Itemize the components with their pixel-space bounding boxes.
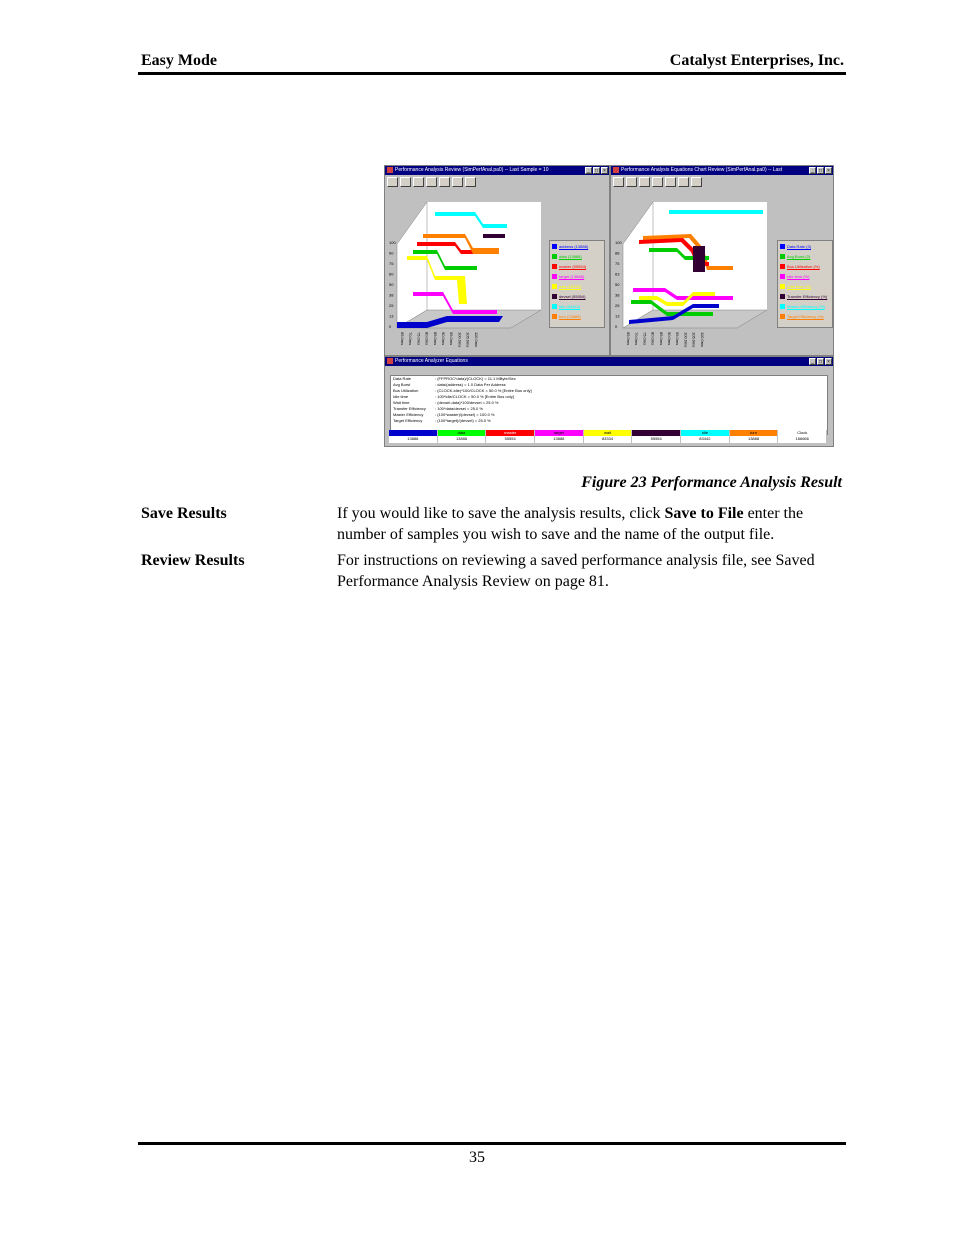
x-tick-label: 110.0ms: [473, 332, 479, 348]
equations-chart-title: Performance Analysis Equations Chart Review (SimPerfAnal.pa0) -- Last: [621, 167, 783, 173]
x-tick-label: 80.0ms: [650, 332, 656, 346]
counter-values-row: [389, 436, 827, 443]
x-tick-label: 65.0ms: [626, 332, 631, 346]
pie-chart-icon[interactable]: [426, 177, 437, 187]
y-tick-label: 100: [389, 240, 396, 245]
y-tick-label: 63: [615, 271, 620, 277]
counter-value-cell: 166666: [778, 436, 827, 443]
x-tick-label: 105.0ms: [691, 332, 697, 348]
equations-window-title: Performance Analyzer Equations: [395, 358, 468, 364]
window-icon: [387, 167, 393, 173]
line-chart-icon[interactable]: [639, 177, 650, 187]
equations-chart-window: [610, 165, 834, 356]
pie-chart-icon[interactable]: [652, 177, 663, 187]
legend-item: [778, 271, 832, 281]
counter-color-cell: Clock: [778, 430, 827, 436]
legend-label: Master Efficiency (%): [787, 303, 825, 309]
legend-icon[interactable]: [691, 177, 702, 187]
review-results-description: For instructions on reviewing a saved performance analysis file, see Saved Performance Analysis Review on page 81.: [337, 552, 815, 590]
legend-label: Target Efficiency (%): [787, 313, 824, 319]
y-tick-label: 50: [615, 282, 620, 287]
y-tick-label: 13: [389, 313, 394, 319]
header-rule: [138, 72, 846, 75]
x-tick-label: 85.0ms: [432, 332, 438, 346]
figure-screenshot: [384, 165, 834, 447]
line-chart-icon[interactable]: [413, 177, 424, 187]
legend-swatch: [552, 264, 557, 269]
legend-label: address (13888): [559, 243, 589, 249]
legend-icon[interactable]: [465, 177, 476, 187]
legend-label: Transfer Efficiency (%): [787, 293, 828, 299]
legend-label: Avg Burst (2): [787, 253, 811, 259]
counter-color-cell: wait: [584, 430, 633, 436]
equation-key: Bus Utilization: [393, 388, 419, 393]
legend-item: [550, 281, 604, 291]
y-tick-label: 90: [389, 250, 394, 256]
review-toolbar: [387, 177, 476, 187]
legend-label: target (13888): [559, 273, 585, 279]
x-tick-label: 70.0ms: [634, 332, 640, 346]
legend-label: turn (13888): [559, 313, 581, 319]
3d-toggle-icon[interactable]: [439, 177, 450, 187]
counter-color-cell: turn: [730, 430, 779, 436]
legend-item: [778, 281, 832, 291]
maximize-button[interactable]: □: [818, 359, 823, 365]
legend-swatch: [780, 304, 785, 309]
equation-value: : (100*waster)/(devsel) = 100.0 %: [435, 412, 495, 417]
close-button[interactable]: ×: [601, 167, 608, 174]
counter-value-cell: 55554: [632, 436, 681, 443]
x-tick-label: 70.0ms: [408, 332, 414, 346]
save-results-term: Save Results: [141, 505, 227, 522]
bar-chart-icon[interactable]: [626, 177, 637, 187]
page-number: 35: [469, 1149, 485, 1166]
header-right: Catalyst Enterprises, Inc.: [669, 52, 844, 69]
legend-item: [550, 291, 604, 301]
x-tick-label: 75.0ms: [416, 332, 422, 346]
legend-swatch: [780, 294, 785, 299]
maximize-button[interactable]: □: [594, 168, 599, 174]
grid-icon[interactable]: [452, 177, 463, 187]
counter-value-cell: 83334: [584, 436, 633, 443]
close-button[interactable]: ×: [825, 167, 832, 174]
save-desc-before: If you would like to save the analysis results, click: [337, 505, 665, 522]
y-tick-label: 13: [615, 313, 620, 319]
equation-key: Data Rate: [393, 376, 412, 381]
x-tick-label: 95.0ms: [449, 332, 455, 346]
maximize-button[interactable]: □: [818, 168, 823, 174]
legend-label: Idle time (%): [787, 273, 810, 279]
equation-key: Wait time: [393, 400, 410, 405]
review-window: [384, 165, 610, 356]
x-tick-label: 105.0ms: [465, 332, 471, 348]
y-tick-label: 88: [615, 250, 620, 256]
legend-label: Data Rate (3): [787, 243, 812, 249]
legend-item: [778, 261, 832, 271]
counter-color-cell: target: [535, 430, 584, 436]
legend-item: [550, 261, 604, 271]
equation-key: Target Efficiency: [393, 418, 423, 423]
legend-swatch: [552, 304, 557, 309]
legend-label: master (55554): [559, 263, 587, 269]
equations-text-area[interactable]: [390, 375, 828, 435]
save-results-description: [337, 503, 847, 545]
review-results-term: Review Results: [141, 552, 245, 569]
legend-item: [778, 291, 832, 301]
legend-label: Wait time (%): [787, 283, 811, 289]
equation-key: Master Efficiency: [393, 412, 424, 417]
legend-label: idle (83442): [559, 303, 581, 309]
legend-swatch: [780, 264, 785, 269]
x-tick-label: 80.0ms: [424, 332, 430, 346]
equation-value: : (100*target)/(devsel) = 25.0 %: [435, 418, 491, 423]
y-tick-label: 38: [615, 292, 620, 298]
equation-key: Transfer Efficiency: [393, 406, 426, 411]
review-chart: [387, 192, 605, 352]
x-tick-label: 110.0ms: [699, 332, 705, 348]
x-tick-label: 90.0ms: [441, 332, 446, 346]
legend-item: [550, 251, 604, 261]
legend-swatch: [780, 274, 785, 279]
equation-value: : (CLOCK-idle)*100/CLOCK = 50.0 % [Entire Bus only]: [435, 388, 532, 393]
legend-label: wait (83334): [559, 283, 582, 289]
legend-item: [550, 271, 604, 281]
window-icon: [613, 167, 619, 173]
legend-item: [778, 251, 832, 261]
save-to-file-label: Save to File: [664, 505, 744, 522]
x-tick-label: 75.0ms: [642, 332, 648, 346]
x-tick-label: 65.0ms: [400, 332, 405, 346]
equations-chart: [613, 192, 831, 352]
equations-window-titlebar[interactable]: [385, 357, 833, 366]
3d-toggle-icon[interactable]: [665, 177, 676, 187]
legend-item: [778, 241, 832, 251]
legend-item: [778, 301, 832, 311]
header-left: Easy Mode: [141, 52, 217, 69]
legend-swatch: [552, 314, 557, 319]
equation-key: Avg Burst: [393, 382, 411, 387]
legend-swatch: [780, 254, 785, 259]
y-tick-label: 50: [389, 282, 394, 287]
review-legend: [549, 240, 605, 328]
equations-chart-toolbar: [613, 177, 702, 187]
legend-swatch: [552, 294, 557, 299]
legend-swatch: [780, 284, 785, 289]
legend-label: devsel (55554): [559, 293, 586, 299]
legend-label: Bus Utilization (%): [787, 263, 820, 269]
image-chart-icon[interactable]: [613, 177, 624, 187]
y-tick-label: 60: [389, 271, 394, 277]
save-desc-after: enter the number of samples you wish to save and the name of the output file.: [337, 505, 804, 543]
window-icon: [387, 358, 393, 364]
y-tick-label: 38: [389, 292, 394, 298]
counter-color-cell: idle: [681, 430, 730, 436]
legend-item: [550, 311, 604, 321]
equation-key: Idle time: [393, 394, 409, 399]
counter-color-cell: master: [486, 430, 535, 436]
counter-value-cell: 83442: [681, 436, 730, 443]
legend-swatch: [780, 244, 785, 249]
legend-swatch: [552, 244, 557, 249]
x-tick-label: 95.0ms: [675, 332, 681, 346]
y-tick-label: 0: [389, 324, 392, 329]
review-window-title: Performance Analysis Review (SimPerfAnal.pa0) -- Last Sample = 10: [395, 167, 549, 173]
counter-value-cell: 13888: [535, 436, 584, 443]
bar-chart-icon[interactable]: [400, 177, 411, 187]
minimize-button[interactable]: _: [809, 358, 816, 365]
legend-swatch: [552, 254, 557, 259]
x-tick-label: 100.0ms: [457, 332, 463, 348]
legend-swatch: [780, 314, 785, 319]
y-tick-label: 75: [389, 261, 394, 266]
x-tick-label: 85.0ms: [658, 332, 664, 346]
legend-item: [550, 301, 604, 311]
equation-row: [391, 418, 827, 424]
equations-chart-legend: [777, 240, 833, 328]
legend-item: [778, 311, 832, 321]
x-tick-label: 100.0ms: [683, 332, 689, 348]
equation-value: : 100*idle/CLOCK = 50.0 % [Entire Bus only]: [435, 394, 514, 399]
counter-value-cell: 13888: [730, 436, 779, 443]
equation-value: : (FFPROC*data)/(CLOCK) = 11.1 MByte/Sec: [435, 376, 516, 381]
y-tick-label: 0: [615, 324, 618, 329]
equation-value: : 100*data/devsel = 25.0 %: [435, 406, 483, 411]
equation-value: : (devsel-data)*100/devsel = 25.0 %: [435, 400, 499, 405]
close-button[interactable]: ×: [825, 358, 832, 365]
counter-color-cell: data: [438, 430, 487, 436]
legend-swatch: [552, 274, 557, 279]
legend-label: data (13888): [559, 253, 582, 259]
counter-value-cell: 13888: [389, 436, 438, 443]
grid-icon[interactable]: [678, 177, 689, 187]
minimize-button[interactable]: _: [809, 167, 816, 174]
review-window-titlebar[interactable]: [385, 166, 609, 175]
counter-value-cell: 55554: [486, 436, 535, 443]
image-chart-icon[interactable]: [387, 177, 398, 187]
y-tick-label: 25: [615, 303, 620, 308]
minimize-button[interactable]: _: [585, 167, 592, 174]
equation-value: : data/(address) = 1.0 Data Per Address: [435, 382, 506, 387]
y-tick-label: 75: [615, 261, 620, 266]
legend-swatch: [552, 284, 557, 289]
footer-rule: [138, 1142, 846, 1145]
y-tick-label: 100: [615, 240, 622, 245]
x-tick-label: 90.0ms: [667, 332, 672, 346]
figure-caption: Figure 23 Performance Analysis Result: [581, 474, 842, 491]
counter-value-cell: 13888: [438, 436, 487, 443]
legend-item: [550, 241, 604, 251]
y-tick-label: 25: [389, 303, 394, 308]
equations-chart-titlebar[interactable]: [611, 166, 833, 175]
